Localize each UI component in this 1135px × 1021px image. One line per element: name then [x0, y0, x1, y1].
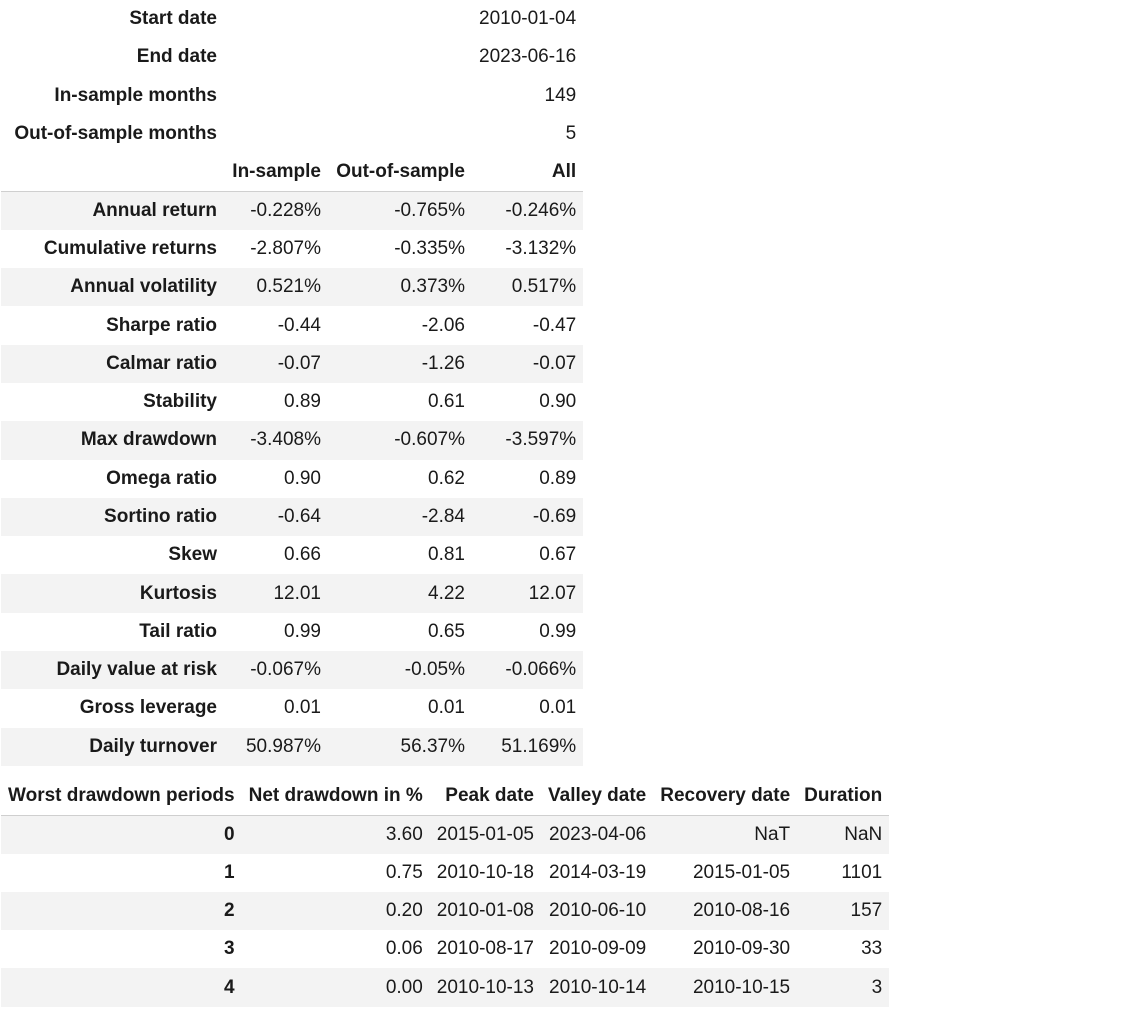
stat-row	[1, 421, 583, 459]
stat-all: 0.99	[539, 620, 577, 642]
stat-out-of-sample: -0.335%	[394, 237, 465, 259]
stat-out-of-sample: -2.84	[421, 506, 465, 527]
drawdown-recovery-date: 2010-08-16	[692, 900, 791, 922]
stat-in-sample: 0.01	[284, 697, 321, 719]
stat-out-of-sample: -2.06	[421, 314, 465, 336]
stat-all: 0.90	[539, 391, 577, 413]
stat-in-sample: 50.987%	[245, 735, 321, 757]
stat-row	[1, 460, 583, 498]
drawdown-duration: 3	[871, 976, 883, 998]
stat-all: -3.132%	[505, 237, 577, 259]
stat-label: Gross leverage	[79, 697, 217, 719]
drawdown-index: 3	[224, 938, 235, 960]
drawdown-recovery-date: 2010-09-30	[692, 938, 791, 960]
drawdown-valley-date: 2010-10-14	[549, 976, 647, 998]
stat-label: Daily turnover	[89, 735, 217, 757]
drawdown-peak-date: 2010-01-08	[436, 900, 534, 922]
perf-header-row	[1, 153, 583, 191]
stat-label: Cumulative returns	[43, 237, 217, 259]
stat-out-of-sample: 0.81	[428, 544, 465, 566]
stat-in-sample: -0.44	[277, 314, 321, 336]
drawdown-peak-date: 2010-10-13	[436, 976, 534, 998]
drawdown-recovery-date: NaT	[754, 823, 791, 845]
stat-all: -0.69	[532, 506, 577, 527]
stat-out-of-sample: -0.765%	[394, 199, 465, 221]
stat-row	[1, 383, 583, 421]
stat-label: Sharpe ratio	[106, 314, 217, 336]
stat-all: 0.89	[539, 467, 577, 489]
stat-all: 0.517%	[511, 276, 577, 298]
stat-row	[1, 613, 583, 651]
stat-out-of-sample: 0.61	[428, 391, 465, 413]
stat-all: -0.47	[532, 314, 577, 336]
drawdown-header-net: Net drawdown in %	[242, 777, 430, 815]
drawdown-index: 4	[224, 976, 235, 998]
summary-row	[1, 0, 583, 38]
stat-in-sample: 0.66	[284, 544, 321, 566]
stat-row	[1, 191, 583, 229]
stat-all: -0.246%	[505, 199, 577, 221]
drawdown-net: 0.20	[385, 900, 423, 922]
stat-all: -3.597%	[505, 429, 577, 451]
drawdown-recovery-date: 2015-01-05	[692, 861, 791, 883]
drawdown-valley-date: 2010-06-10	[549, 900, 647, 922]
drawdown-valley-date: 2014-03-19	[549, 861, 647, 883]
drawdown-peak-date: 2010-08-17	[436, 938, 534, 960]
stat-in-sample: -0.228%	[250, 199, 321, 221]
stat-in-sample: 0.99	[284, 620, 321, 642]
stat-label: Sortino ratio	[104, 506, 217, 527]
stat-out-of-sample: -1.26	[421, 352, 465, 374]
stat-in-sample: 0.90	[284, 467, 321, 489]
summary-value: 2023-06-16	[479, 46, 577, 68]
stat-row	[1, 651, 583, 689]
stat-out-of-sample: 56.37%	[400, 735, 465, 757]
summary-value: 149	[544, 84, 577, 106]
summary-label: End date	[136, 46, 217, 68]
stat-out-of-sample: 0.373%	[400, 276, 465, 298]
stat-label: Annual volatility	[70, 276, 217, 298]
perf-header-all: All	[472, 153, 583, 191]
drawdown-row	[1, 968, 889, 1006]
stat-out-of-sample: 0.01	[428, 697, 465, 719]
drawdown-index: 1	[224, 861, 235, 883]
drawdown-row	[1, 930, 889, 968]
drawdown-net: 0.75	[385, 861, 423, 883]
summary-row	[1, 77, 583, 115]
stat-out-of-sample: -0.05%	[404, 659, 465, 681]
perf-header-out-of-sample: Out-of-sample	[328, 153, 472, 191]
drawdown-index: 2	[224, 900, 235, 922]
stat-in-sample: -0.067%	[250, 659, 321, 681]
drawdown-header-row	[1, 777, 889, 815]
stat-in-sample: 12.01	[273, 582, 321, 604]
stat-label: Omega ratio	[106, 467, 217, 489]
stat-row	[1, 536, 583, 574]
drawdown-duration: 157	[850, 900, 883, 922]
stat-label: Annual return	[92, 199, 217, 221]
stat-all: -0.07	[532, 352, 577, 374]
drawdown-valley-date: 2010-09-09	[549, 938, 647, 960]
drawdown-header-valley: Valley date	[541, 777, 653, 815]
stat-all: 0.01	[539, 697, 577, 719]
drawdown-net: 0.00	[385, 976, 423, 998]
summary-label: In-sample months	[54, 84, 217, 106]
drawdown-row	[1, 854, 889, 892]
stat-out-of-sample: 4.22	[428, 582, 465, 604]
stat-label: Skew	[168, 544, 217, 566]
stat-in-sample: 0.521%	[256, 276, 321, 298]
drawdown-header-peak: Peak date	[430, 777, 541, 815]
stat-row	[1, 574, 583, 612]
summary-value: 2010-01-04	[479, 8, 577, 30]
summary-row	[1, 38, 583, 76]
drawdown-duration: 33	[861, 938, 883, 960]
stat-in-sample: -0.64	[277, 506, 321, 527]
drawdown-row	[1, 815, 889, 853]
stat-row	[1, 306, 583, 344]
stat-row	[1, 230, 583, 268]
stat-row	[1, 345, 583, 383]
stat-all: 0.67	[539, 544, 577, 566]
worst-drawdown-table	[1, 777, 889, 1007]
drawdown-duration: 1101	[841, 861, 883, 883]
drawdown-peak-date: 2015-01-05	[436, 823, 534, 845]
drawdown-header-recovery: Recovery date	[653, 777, 797, 815]
stat-label: Daily value at risk	[56, 659, 217, 681]
stat-label: Kurtosis	[139, 582, 217, 604]
stat-label: Stability	[143, 391, 217, 413]
drawdown-net: 0.06	[385, 938, 423, 960]
stat-out-of-sample: 0.65	[428, 620, 465, 642]
drawdown-header-duration: Duration	[797, 777, 889, 815]
perf-header-in-sample: In-sample	[224, 153, 328, 191]
stat-all: 51.169%	[501, 735, 577, 757]
drawdown-valley-date: 2023-04-06	[549, 823, 647, 845]
stat-in-sample: 0.89	[284, 391, 321, 413]
stat-label: Max drawdown	[80, 429, 217, 451]
stat-row	[1, 268, 583, 306]
stat-row	[1, 728, 583, 766]
stat-row	[1, 498, 583, 536]
drawdown-row	[1, 892, 889, 930]
summary-label: Out-of-sample months	[14, 123, 217, 145]
performance-stats-table	[1, 0, 583, 766]
summary-label: Start date	[129, 8, 217, 30]
perf-header-blank	[1, 153, 224, 191]
stat-all: -0.066%	[505, 659, 577, 681]
stat-in-sample: -3.408%	[250, 429, 321, 451]
stat-row	[1, 689, 583, 727]
drawdown-duration: NaN	[844, 823, 883, 845]
stat-in-sample: -2.807%	[250, 237, 321, 259]
summary-row	[1, 115, 583, 153]
stat-label: Calmar ratio	[106, 352, 217, 374]
stat-label: Tail ratio	[139, 620, 217, 642]
drawdown-body	[1, 815, 889, 1006]
stat-all: 12.07	[528, 582, 577, 604]
summary-value: 5	[565, 123, 577, 145]
stat-out-of-sample: 0.62	[428, 467, 465, 489]
stat-out-of-sample: -0.607%	[394, 429, 465, 451]
drawdown-net: 3.60	[385, 823, 423, 845]
stat-in-sample: -0.07	[277, 352, 321, 374]
drawdown-index: 0	[224, 823, 235, 845]
perf-body	[1, 191, 583, 765]
drawdown-peak-date: 2010-10-18	[436, 861, 534, 883]
drawdown-header-periods: Worst drawdown periods	[1, 777, 242, 815]
drawdown-recovery-date: 2010-10-15	[692, 976, 791, 998]
